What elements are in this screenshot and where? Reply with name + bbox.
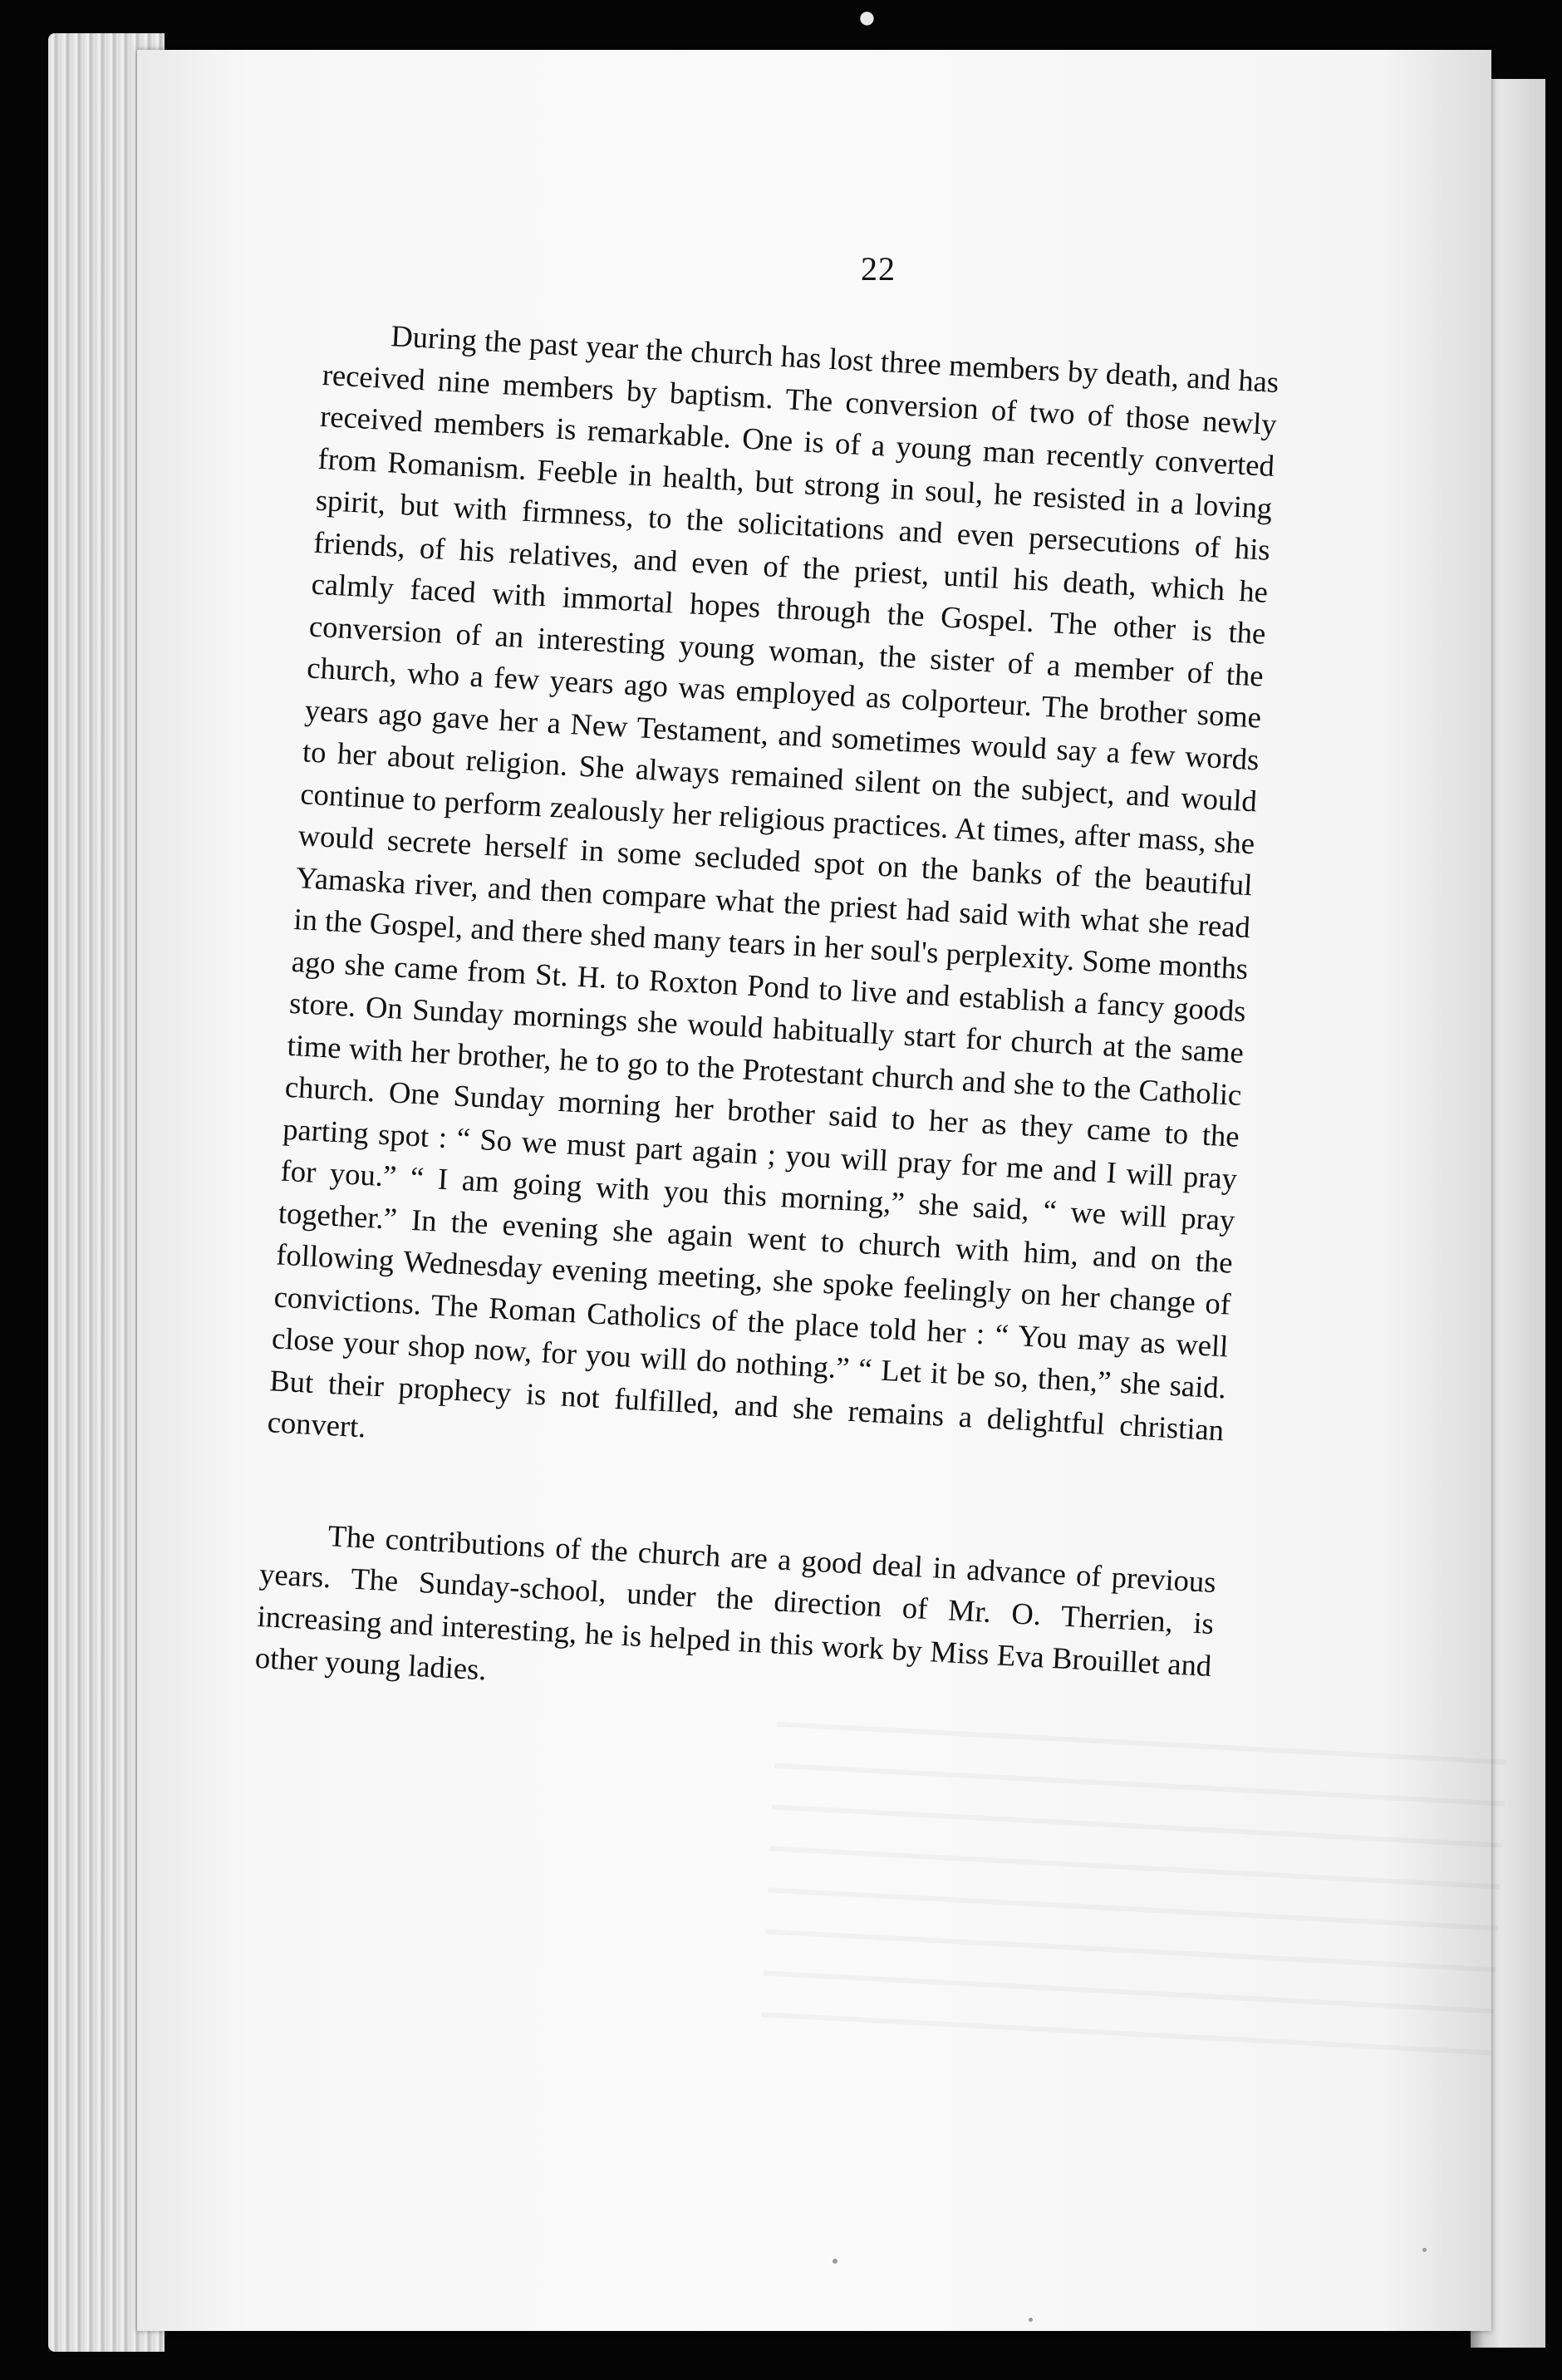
dust-speck (1029, 2318, 1033, 2322)
dust-speck (833, 2259, 837, 2264)
paragraph-church-members: During the past year the church has lost three members by death, and has received nine members by baptism. The conversion of two of those newly received members is remarkable. One is of a young man recently converted from Romanism. Feeble in health, but strong in soul, he resisted in a loving spirit, but with firmness, to the solicitations and even persecutions of his friends, of his relatives, and even of the priest, until his death, which he calmly faced with immortal hopes through the Gospel. The other is the conversion of an interesting young woman, the sister of a member of the church, who a few years ago was employed as colporteur. The brother some years ago gave her a New Testament, and sometimes would say a few words to her about religion. She always remained silent on the subject, and would continue to perform zealously her religious practices. At times, after mass, she would secrete herself in some secluded spot on the banks of the beautiful Yamaska river, and then compare what the priest had said with what she read in the Gospel, and there shed many tears in her soul's perplexity. Some months ago she came from St. H. to Roxton Pond to live and establish a fancy goods store. On Sunday mornings she would habitually start for church at the same time with her brother, he to go to the Protestant church and she to the Catholic church. One Sunday morning her brother said to her as they came to the parting spot : “ So we must part again ; you will pray for me and I will pray for you.” “ I am going with you this morning,” she said, “ we will pray together.” In the evening she again went to church with him, and on the following Wednesday evening meeting, she spoke feelingly on her change of convictions. The Roman Catholics of the place told her : “ You may as well close your shop now, for you will do nothing.” “ Let it be so, then,” she said. But their prophecy is not fulfilled, and she remains a delightful christian convert. (266, 318, 1280, 1447)
show-through-text (760, 1693, 1509, 2079)
top-clip-mark: ● (857, 0, 877, 35)
paragraph-contributions: The contributions of the church are a good deal in advance of previous years. The Sunday-school, under the direction of Mr. O. Therrien, is increasing and interesting, he is helped in this work by Miss Eva Brouillet and other young ladies. (254, 1517, 1217, 1687)
dust-speck (1422, 2248, 1427, 2252)
body-text (254, 312, 1280, 1728)
page-number: 22 (861, 250, 896, 288)
